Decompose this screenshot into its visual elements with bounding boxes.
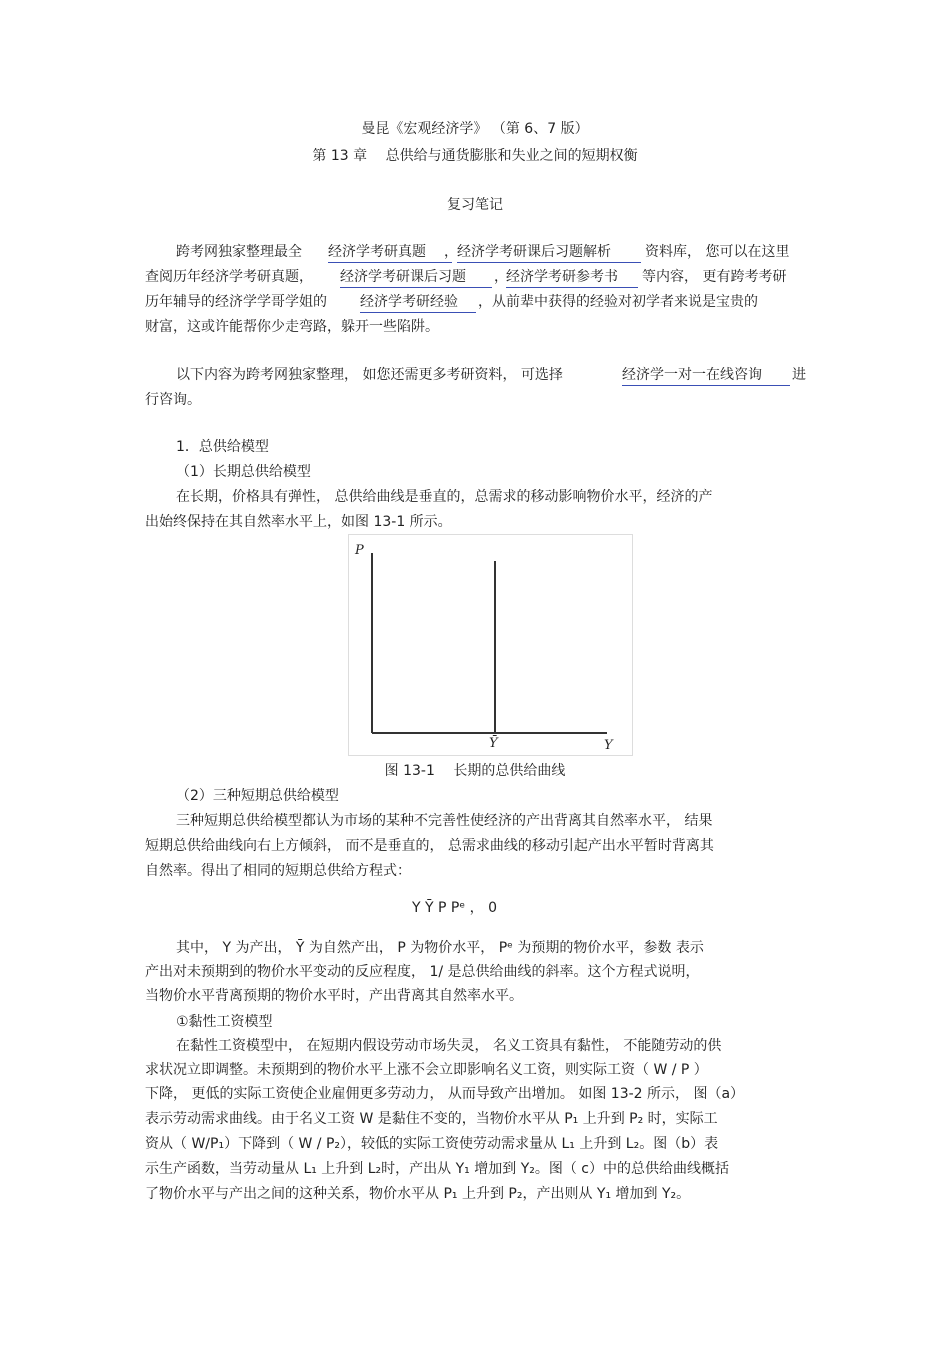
paragraph-text: 在长期，价格具有弹性， 总供给曲线是垂直的，总需求的移动影响物价水平，经济的产 (176, 489, 713, 505)
paragraph-text: 在黏性工资模型中， 在短期内假设劳动市场失灵， 名义工资具有黏性， 不能随劳动的供 (176, 1038, 722, 1054)
link-experience[interactable]: 经济学考研经验 (360, 292, 476, 313)
equation: Y Ȳ P Pᵉ ， 0 (412, 900, 497, 916)
subsection-heading: （2）三种短期总供给模型 (176, 788, 339, 804)
paragraph-text: 求状况立即调整。未预期到的物价水平上涨不会立即影响名义工资，则实际工资（ W / P ） (145, 1062, 708, 1078)
intro-text: 查阅历年经济学考研真题， (145, 269, 313, 285)
book-title: 曼昆《宏观经济学》 （第 6、7 版） (361, 121, 589, 137)
paragraph-text: 了物价水平与产出之间的这种关系，物价水平从 P₁ 上升到 P₂，产出则从 Y₁ 增加到 Y₂。 (145, 1186, 691, 1202)
paragraph-text: 表示劳动需求曲线。由于名义工资 W 是黏住不变的，当物价水平从 P₁ 上升到 P₂ 时，实际工 (145, 1111, 718, 1127)
paragraph-text: 下降， 更低的实际工资使企业雇佣更多劳动力， 从而导致产出增加。 如图 13-2 所示， 图（a） (145, 1086, 745, 1102)
y-axis-label: P (355, 543, 364, 558)
link-exercise-solutions[interactable]: 经济学考研课后习题解析 (457, 242, 641, 263)
note-text: 以下内容为跨考网独家整理， 如您还需更多考研资料， 可选择 (176, 367, 563, 383)
paragraph-text: 当物价水平背离预期的物价水平时，产出背离其自然率水平。 (145, 988, 523, 1004)
note-text: 进 (792, 367, 806, 383)
link-consultation[interactable]: 经济学一对一在线咨询 (622, 365, 790, 386)
intro-text: ，从前辈中获得的经验对初学者来说是宝贵的 (478, 294, 758, 310)
paragraph-text: 产出对未预期到的物价水平变动的反应程度， 1/ 是总供给曲线的斜率。这个方程式说明， (145, 964, 700, 980)
figure-svg (349, 535, 632, 755)
paragraph-text: 三种短期总供给模型都认为市场的某种不完善性使经济的产出背离其自然率水平， 结果 (176, 813, 713, 829)
x-axis-label: Y (604, 738, 613, 753)
link-exercises[interactable]: 经济学考研课后习题 (340, 267, 492, 288)
intro-text: ， (494, 269, 508, 285)
paragraph-text: 示生产函数，当劳动量从 L₁ 上升到 L₂时，产出从 Y₁ 增加到 Y₂。图（ c）中的总供给曲线概括 (145, 1161, 729, 1177)
subsection-heading: ①黏性工资模型 (176, 1014, 273, 1030)
intro-text: ， (444, 244, 458, 260)
figure-long-run-as (348, 534, 633, 756)
link-exam-questions[interactable]: 经济学考研真题 (328, 242, 452, 263)
natural-output-label: Ȳ (489, 736, 498, 751)
intro-text: 跨考网独家整理最全 (176, 244, 302, 260)
paragraph-text: 自然率。得出了相同的短期总供给方程式： (145, 863, 411, 879)
link-reference-books[interactable]: 经济学考研参考书 (506, 267, 638, 288)
intro-text: 资料库， 您可以在这里 (645, 244, 790, 260)
note-text: 行咨询。 (145, 392, 201, 408)
chapter-title: 第 13 章 总供给与通货膨胀和失业之间的短期权衡 (312, 148, 638, 164)
section-heading: 1．总供给模型 (176, 439, 269, 455)
paragraph-text: 短期总供给曲线向右上方倾斜， 而不是垂直的， 总需求曲线的移动引起产出水平暂时背离其 (145, 838, 714, 854)
intro-text: 财富，这或许能帮你少走弯路，躲开一些陷阱。 (145, 319, 439, 335)
paragraph-text: 出始终保持在其自然率水平上，如图 13-1 所示。 (145, 514, 452, 530)
section-title: 复习笔记 (447, 197, 503, 213)
subsection-heading: （1）长期总供给模型 (176, 464, 311, 480)
intro-text: 历年辅导的经济学学哥学姐的 (145, 294, 327, 310)
intro-text: 等内容， 更有跨考考研 (642, 269, 787, 285)
paragraph-text: 资从（ W∕P₁）下降到（ W / P₂），较低的实际工资使劳动需求量从 L₁ 上升到 L₂。图（b）表 (145, 1136, 719, 1152)
paragraph-text: 其中， Y 为产出， Ȳ 为自然产出， P 为物价水平， Pᵉ 为预期的物价水平，参数 表示 (176, 940, 704, 956)
figure-caption: 图 13-1 长期的总供给曲线 (384, 763, 566, 779)
